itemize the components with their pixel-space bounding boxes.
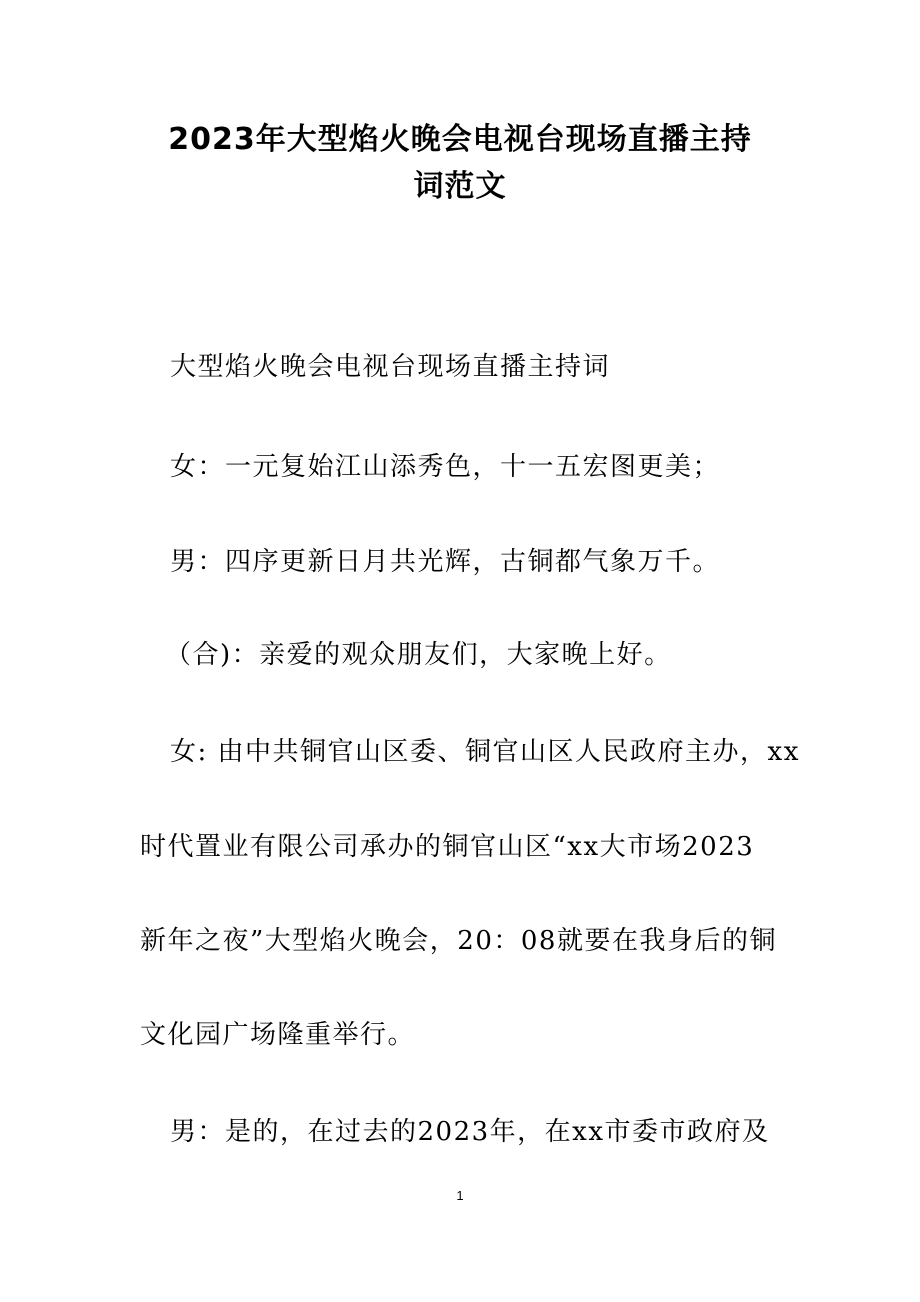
page-number: 1 — [456, 1188, 464, 1203]
dialogue-line-male-2: 男：是的，在过去的2023年，在xx市委市政府及 — [170, 1117, 770, 1147]
dialogue-line-female-1: 女：一元复始江山添秀色，十一五宏图更美； — [170, 452, 721, 482]
paragraph-line: 新年之夜”大型焰火晚会，20：08就要在我身后的铜 — [140, 926, 777, 956]
document-title-line-2: 词范文 — [413, 169, 507, 204]
paragraph-line: 文化园广场隆重举行。 — [140, 1020, 416, 1050]
document-title-line-1: 2023年大型焰火晚会电视台现场直播主持 — [168, 122, 752, 157]
section-heading: 大型焰火晚会电视台现场直播主持词 — [170, 352, 611, 382]
dialogue-line-female-2: 女: 由中共铜官山区委、铜官山区人民政府主办，xx — [170, 737, 800, 767]
dialogue-line-male-1: 男：四序更新日月共光辉，古铜都气象万千。 — [170, 547, 721, 577]
dialogue-line-together: （合)：亲爱的观众朋友们，大家晚上好。 — [165, 640, 672, 670]
paragraph-line: 时代置业有限公司承办的铜官山区“xx大市场2023 — [140, 832, 755, 862]
